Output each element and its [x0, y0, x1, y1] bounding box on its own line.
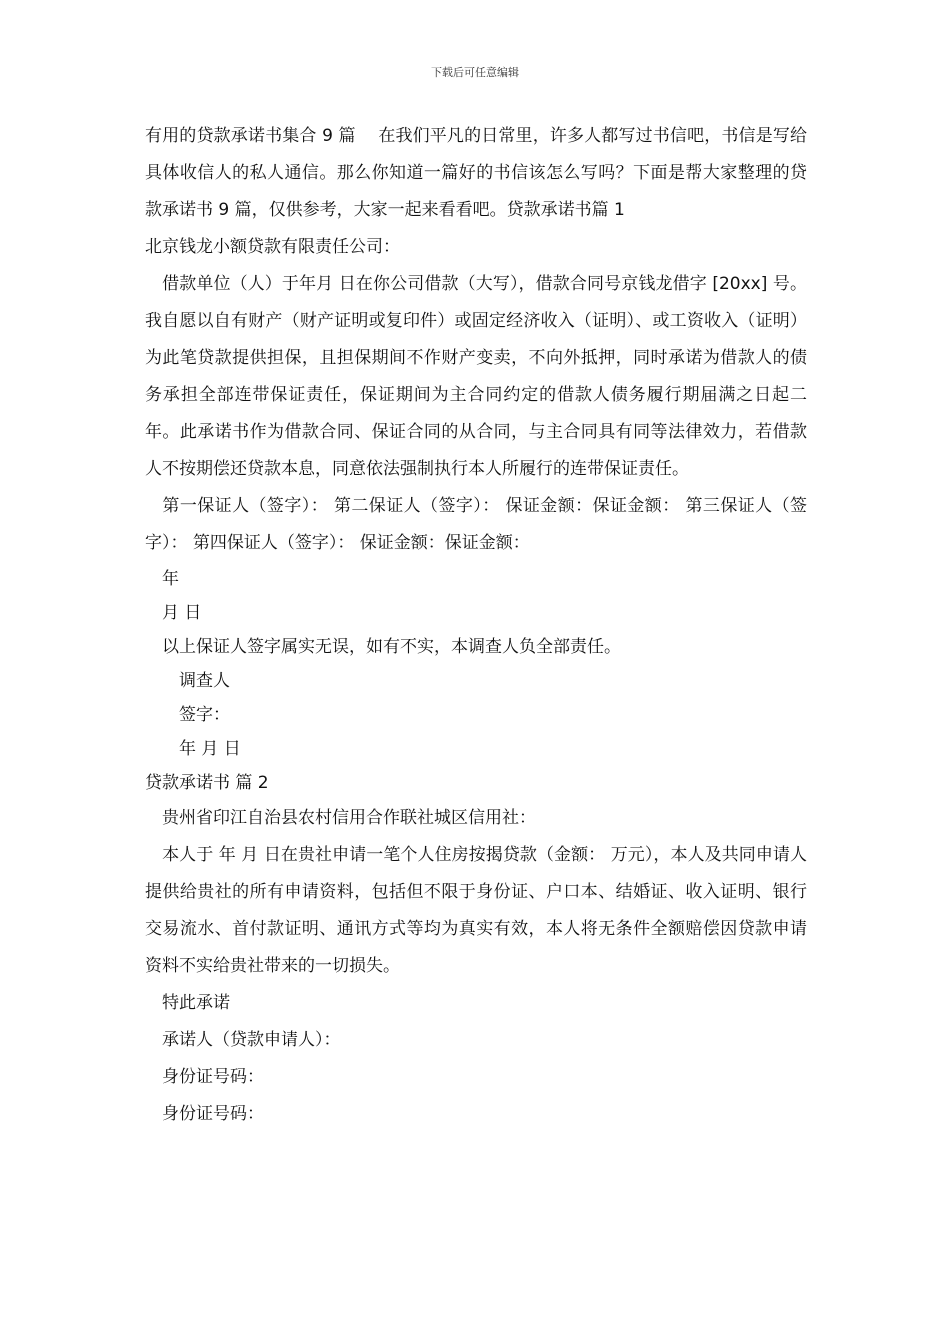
- section-heading-2: 贷款承诺书 篇 2: [145, 773, 269, 793]
- verification-statement: 以上保证人签字属实无误，如有不实，本调查人负全部责任。: [145, 637, 621, 657]
- document-body: [145, 118, 807, 1133]
- investigator-line: 调查人: [145, 671, 230, 691]
- loan-declaration-paragraph: 本人于 年 月 日在贵社申请一笔个人住房按揭贷款（金额： 万元），本人及共同申请人提供给贵社的所有申请资料，包括但不限于身份证、户口本、结婚证、收入证明、银行交易流水、首付款证明、通讯方式等均为真实有效，本人将无条件全额赔偿因贷款申请资料不实给贵社带来的一切损失。: [145, 845, 807, 976]
- hereby-promise-line: 特此承诺: [145, 993, 230, 1013]
- date-year-line: 年: [145, 569, 179, 589]
- addressee-line-2: 贵州省印江自治县农村信用合作联社城区信用社：: [145, 808, 536, 828]
- promisor-line: 承诺人（贷款申请人）：: [145, 1030, 341, 1050]
- intro-paragraph: 有用的贷款承诺书集合 9 篇 在我们平凡的日常里，许多人都写过书信吧，书信是写给具体收信人的私人通信。那么你知道一篇好的书信该怎么写吗？下面是帮大家整理的贷款承诺书 9 篇，仅供参考，大家一起来看看吧。贷款承诺书篇 1: [145, 126, 807, 220]
- guarantee-paragraph: 借款单位（人）于年月 日在你公司借款（大写），借款合同号京钱龙借字 [20xx] 号。我自愿以自有财产（财产证明或复印件）或固定经济收入（证明）、或工资收入（证明）为此笔贷款提供担保，且担保期间不作财产变卖，不向外抵押，同时承诺为借款人的债务承担全部连带保证责任，保证期间为主合同约定的借款人债务履行期届满之日起二年。此承诺书作为借款合同、保证合同的从合同，与主合同具有同等法律效力，若借款人不按期偿还贷款本息，同意依法强制执行本人所履行的连带保证责任。: [145, 274, 807, 479]
- date-month-day-line: 月 日: [145, 603, 202, 623]
- addressee-line: 北京钱龙小额贷款有限责任公司：: [145, 237, 400, 257]
- id-number-line-1: 身份证号码：: [145, 1067, 264, 1087]
- page-header-note: 下载后可任意编辑: [431, 66, 519, 79]
- guarantor-signatures-paragraph: 第一保证人（签字）： 第二保证人（签字）： 保证金额：保证金额： 第三保证人（签字）： 第四保证人（签字）： 保证金额：保证金额：: [145, 496, 807, 553]
- signature-date-line: 年 月 日: [145, 739, 241, 759]
- id-number-line-2: 身份证号码：: [145, 1104, 264, 1124]
- signature-line: 签字：: [145, 705, 230, 725]
